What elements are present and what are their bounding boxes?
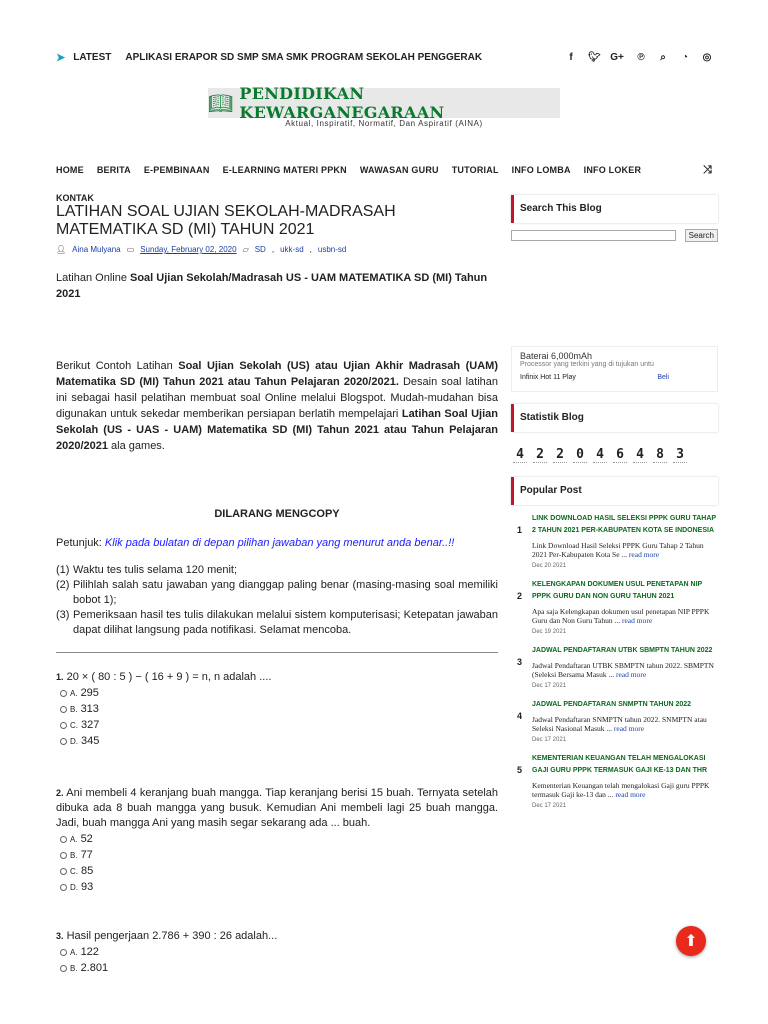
popular-title[interactable]: JADWAL PENDAFTARAN SNMPTN TAHUN 2022: [532, 701, 692, 708]
question-stem: Hasil pengerjaan 2.786 + 390 : 26 adalah...: [66, 930, 278, 942]
main-nav: [56, 162, 712, 178]
popular-title[interactable]: KELENGKAPAN DOKUMEN USUL PENETAPAN NIP PPPK GURU DAN NON GURU TAHUN 2021: [532, 581, 703, 600]
post-author[interactable]: Aina Mulyana: [72, 245, 121, 254]
answer-option[interactable]: [56, 961, 498, 976]
answer-option[interactable]: [56, 686, 498, 701]
popular-post[interactable]: [511, 699, 718, 743]
facebook-icon[interactable]: f: [569, 51, 573, 63]
counter-digit: 6: [613, 447, 627, 463]
popular-snippet: Link Download Hasil Seleksi PPPK Guru Tahap 2 Tahun 2021 Per-Kabupaten Kota Se ...: [532, 541, 704, 559]
radio-button[interactable]: [60, 706, 67, 713]
popular-date: Dec 19 2021: [532, 629, 567, 635]
option-letter: B.: [70, 964, 78, 973]
counter-digit: 2: [533, 447, 547, 463]
option-letter: A.: [70, 948, 78, 957]
option-letter: D.: [70, 737, 78, 746]
rule-item: [56, 608, 498, 638]
radio-button[interactable]: [60, 949, 67, 956]
question: [56, 670, 498, 749]
ad-banner[interactable]: [511, 346, 718, 392]
ad-headline: Baterai 6,000mAh: [520, 351, 593, 361]
pinterest-icon[interactable]: ℗: [637, 51, 645, 63]
counter-digit: 4: [513, 447, 527, 463]
question: [56, 929, 498, 976]
read-more-link[interactable]: read more: [621, 616, 653, 625]
option-value: 295: [80, 687, 99, 699]
option-letter: A.: [70, 835, 78, 844]
counter-digit: 3: [673, 447, 687, 463]
option-value: 2.801: [80, 962, 109, 974]
option-value: 77: [80, 849, 93, 861]
popular-date: Dec 17 2021: [532, 803, 567, 809]
rules-list: [56, 563, 498, 638]
para-text: Desain soal latihan ini sebagai hasil pelatihan membuat soal Online melalui Blogspot. Mudah-mudahan bisa digunakan untuk sekedar memberikan persiapan berlatih mempelajari: [56, 376, 498, 420]
rule-item: [56, 578, 498, 608]
nav-item-home[interactable]: HOME: [56, 165, 84, 175]
para-bold: Soal Ujian Sekolah (US) atau Ujian Akhir Madrasah (UAM) Matematika SD (MI) Tahun 2021 atau Tahun Pelajaran 2020/2021.: [56, 360, 498, 388]
nav-item-info-loker[interactable]: INFO LOKER: [583, 165, 642, 175]
post-paragraph: [56, 358, 498, 454]
top-bar: [56, 48, 712, 66]
rss-icon[interactable]: ◔: [681, 51, 689, 63]
nav-item-e-pembinaan[interactable]: E-PEMBINAAN: [143, 165, 210, 175]
popular-title[interactable]: KEMENTERIAN KEUANGAN TELAH MENGALOKASI GAJI GURU PPPK TERMASUK GAJI KE-13 DAN THR: [532, 755, 708, 774]
read-more-link[interactable]: read more: [628, 550, 660, 559]
option-letter: B.: [70, 705, 78, 714]
radio-button[interactable]: [60, 836, 67, 843]
popular-index: 3: [517, 657, 523, 667]
option-value: 122: [80, 946, 99, 958]
instagram-icon[interactable]: ◎: [702, 51, 712, 63]
rule-text: Waktu tes tulis selama 120 menit;: [73, 564, 238, 576]
instructions-label: Petunjuk:: [56, 537, 105, 549]
site-logo[interactable]: [208, 84, 560, 122]
popular-index: 1: [517, 525, 523, 535]
answer-option[interactable]: [56, 718, 498, 733]
sidebar: [511, 195, 718, 809]
ad-row: [520, 374, 709, 381]
google-plus-icon[interactable]: G+: [610, 51, 624, 63]
option-value: 85: [81, 865, 94, 877]
rule-text: Pilihlah salah satu jawaban yang dianggap paling benar (masing-masing soal memiliki bobot 1);: [73, 579, 498, 606]
option-value: 327: [81, 719, 100, 731]
answer-option[interactable]: [56, 880, 498, 895]
para-bold: Latihan Soal Ujian Sekolah (US - UAS - UAM) Matematika SD (MI) Tahun 2021 atau Tahun Pelajaran 2020/2021: [56, 408, 498, 452]
option-value: 313: [80, 703, 99, 715]
radio-button[interactable]: [60, 868, 67, 875]
answer-option[interactable]: [56, 945, 498, 960]
question-stem: Ani membeli 4 keranjang buah mangga. Tiap keranjang berisi 15 buah. Ternyata setelah dibuka ada 8 buah mangga yang busuk. Kemudian Ani membeli lagi 25 buah mangga. Jadi, buah mangga Ani yang masih segar sekarang ada ... buah.: [56, 787, 499, 829]
back-to-top-button[interactable]: [676, 926, 706, 956]
nav-item-tutorial[interactable]: TUTORIAL: [451, 165, 499, 175]
para-text: ala games.: [108, 440, 165, 452]
answer-option[interactable]: [56, 702, 498, 717]
folder-icon: ▱: [242, 245, 249, 254]
question-number: 2.: [56, 788, 64, 798]
nav-item-berita[interactable]: BERITA: [96, 165, 131, 175]
copy-warning: DILARANG MENGCOPY: [214, 508, 340, 520]
post-label[interactable]: SD: [254, 245, 266, 254]
radio-button[interactable]: [60, 738, 67, 745]
counter-digit: 4: [633, 447, 647, 463]
answer-option[interactable]: [56, 864, 498, 879]
intro-text: Latihan Online: [56, 272, 130, 284]
site-name: PENDIDIKAN KEWARGANEGARAAN: [239, 84, 445, 122]
option-value: 52: [80, 833, 93, 845]
paper-plane-icon: ➤: [56, 51, 66, 64]
option-letter: A.: [70, 689, 78, 698]
site-tagline: Aktual, Inspiratif, Normatif, Dan Aspiratif (AINA): [285, 119, 483, 128]
search-widget: [511, 229, 718, 242]
visitor-counter: [511, 447, 718, 463]
ad-product: Infinix Hot 11 Play: [520, 374, 576, 381]
post-intro: [56, 270, 498, 302]
rule-item: [56, 563, 498, 578]
question: [56, 786, 498, 895]
option-value: 345: [81, 735, 100, 747]
option-letter: B.: [70, 851, 78, 860]
ticker-link[interactable]: APLIKASI ERAPOR SD SMP SMA SMK PROGRAM SEKOLAH PENGGERAK: [125, 51, 483, 63]
popular-widget-title: Popular Post: [511, 477, 718, 505]
instructions: [56, 537, 498, 549]
post-label[interactable]: usbn-sd: [317, 245, 347, 254]
nav-item-info-lomba[interactable]: INFO LOMBA: [511, 165, 571, 175]
read-more-link[interactable]: read more: [615, 670, 647, 679]
radio-button[interactable]: [60, 884, 67, 891]
popular-snippet: Kementerian Keuangan telah mengalokasi Gaji guru PPPK termasuk Gaji ke-13 dan ...: [532, 781, 710, 799]
rule-number: (2): [56, 579, 70, 591]
popular-date: Dec 17 2021: [532, 683, 567, 689]
popular-posts: [511, 513, 718, 809]
popular-snippet: Jadwal Pendaftaran UTBK SBMPTN tahun 2022. SBMPTN (Seleksi Bersama Masuk ...: [532, 661, 714, 679]
radio-button[interactable]: [60, 690, 67, 697]
arrow-up-icon: ⬆: [684, 933, 698, 950]
post-content: [56, 203, 498, 976]
rule-number: (3): [56, 609, 70, 621]
popular-index: 4: [517, 711, 523, 721]
question-number: 3.: [56, 931, 64, 941]
counter-digit: 8: [653, 447, 667, 463]
counter-digit: 2: [553, 447, 567, 463]
ad-subtext: Processor yang terkini yang di tujukan untu: [520, 361, 654, 368]
option-value: 93: [81, 881, 94, 893]
option-letter: C.: [70, 721, 78, 730]
popular-post[interactable]: [511, 753, 718, 809]
popular-title[interactable]: JADWAL PENDAFTARAN UTBK SBMPTN TAHUN 2022: [532, 647, 713, 654]
popular-index: 5: [517, 765, 523, 775]
read-more-link[interactable]: read more: [613, 724, 645, 733]
popular-post[interactable]: [511, 645, 718, 689]
social-icons: [566, 52, 712, 63]
popular-index: 2: [517, 591, 523, 601]
ad-buy-link[interactable]: Beli: [657, 374, 669, 381]
shuffle-icon[interactable]: ⤨: [703, 163, 712, 176]
search-button[interactable]: Search: [685, 229, 718, 242]
post-label[interactable]: ukk-sd: [280, 245, 304, 254]
divider: [56, 652, 498, 653]
twitter-icon[interactable]: 🐦︎: [588, 51, 601, 63]
popular-snippet: Jadwal Pendaftaran SNMPTN tahun 2022. SNMPTN atau Seleksi Nasional Masuk ...: [532, 715, 707, 733]
search-icon[interactable]: ⌕: [660, 51, 666, 63]
question-stem: 20 × ( 80 : 5 ) − ( 16 + 9 ) = n, n adalah ....: [66, 671, 272, 683]
search-input[interactable]: [511, 230, 676, 241]
nav-item-kontak[interactable]: KONTAK: [56, 193, 94, 203]
answer-option[interactable]: [56, 848, 498, 863]
option-letter: D.: [70, 883, 78, 892]
counter-digit: 0: [573, 447, 587, 463]
nav-item-wawasan-guru[interactable]: WAWASAN GURU: [359, 165, 439, 175]
question-number: 1.: [56, 672, 64, 682]
book-icon: 📖︎: [208, 92, 234, 115]
counter-digit: 4: [593, 447, 607, 463]
answer-option[interactable]: [56, 832, 498, 847]
instructions-text: Klik pada bulatan di depan pilihan jawaban yang menurut anda benar..!!: [104, 537, 455, 549]
search-widget-title: Search This Blog: [511, 195, 718, 223]
rule-text: Pemeriksaan hasil tes tulis dilakukan melalui sistem komputerisasi; Ketepatan jawaban dapat dilihat langsung pada notifikasi. Selamat mencoba.: [73, 609, 498, 636]
radio-button[interactable]: [60, 852, 67, 859]
popular-post[interactable]: [511, 579, 718, 635]
popular-date: Dec 17 2021: [532, 737, 567, 743]
nav-item-e-learning[interactable]: E-LEARNING MATERI PPKN: [222, 165, 347, 175]
popular-snippet: Apa saja Kelengkapan dokumen usul penetapan NIP PPPK Guru dan Non Guru Tahun ...: [532, 607, 710, 625]
answer-option[interactable]: [56, 734, 498, 749]
latest-label: LATEST: [73, 51, 112, 63]
popular-title[interactable]: LINK DOWNLOAD HASIL SELEKSI PPPK GURU TAHAP 2 TAHUN 2021 PER-KABUPATEN KOTA SE INDONESIA: [532, 515, 716, 534]
radio-button[interactable]: [60, 965, 67, 972]
intro-bold: Soal Ujian Sekolah/Madrasah US - UAM MATEMATIKA SD (MI) Tahun 2021: [56, 272, 488, 300]
post-date[interactable]: Sunday, February 02, 2020: [140, 245, 237, 254]
stats-widget-title: Statistik Blog: [511, 404, 718, 432]
popular-date: Dec 20 2021: [532, 563, 567, 569]
radio-button[interactable]: [60, 722, 67, 729]
popular-post[interactable]: [511, 513, 718, 569]
rule-number: (1): [56, 564, 70, 576]
post-meta: 👤︎ Aina Mulyana ▭ Sunday, February 02, 2020 ▱ SD , ukk-sd , usbn-sd: [56, 245, 347, 254]
user-icon: 👤︎: [56, 245, 67, 254]
read-more-link[interactable]: read more: [615, 790, 646, 799]
calendar-icon: ▭: [126, 245, 135, 254]
para-text: Berikut Contoh Latihan: [56, 360, 179, 372]
post-title: LATIHAN SOAL UJIAN SEKOLAH-MADRASAH MATEMATIKA SD (MI) TAHUN 2021: [56, 203, 396, 238]
option-letter: C.: [70, 867, 78, 876]
